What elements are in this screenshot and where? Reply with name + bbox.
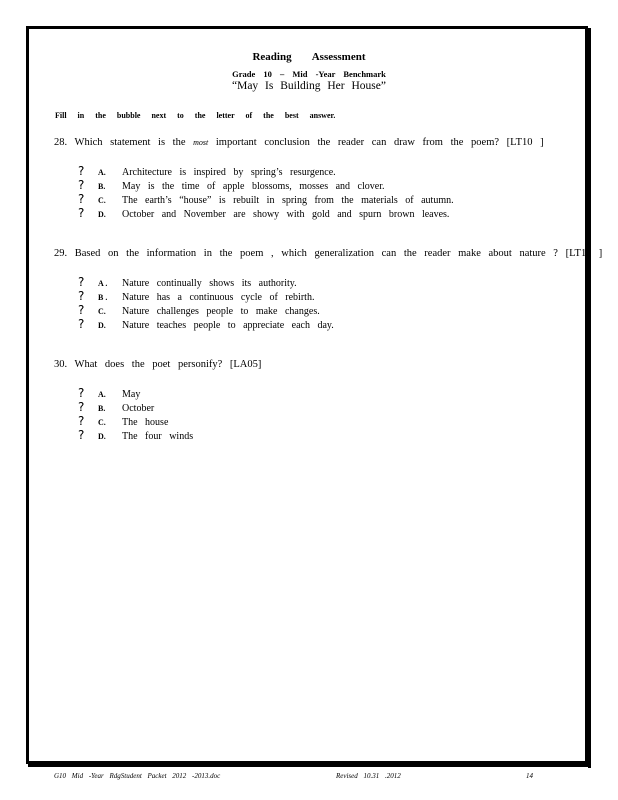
option-letter: A. — [98, 390, 106, 399]
answer-option[interactable] — [78, 317, 334, 331]
option-text: October — [122, 403, 155, 414]
option-letter: D. — [98, 210, 106, 219]
question-text: 29. Based on the information in the poem , which generalization can the reader make about nature ? [LT11 ] — [54, 248, 603, 259]
answer-bubble[interactable]: ? — [78, 400, 85, 414]
option-text: The house — [122, 417, 169, 428]
answer-bubble[interactable]: ? — [78, 386, 85, 400]
assessment-subtitle: Grade 10 – Mid -Year Benchmark — [232, 69, 386, 79]
option-letter: B. — [98, 182, 106, 191]
question-text-end: important conclusion the reader can draw from the poem? [LT10 ] — [208, 137, 544, 148]
question-30 — [54, 359, 261, 370]
answer-option[interactable] — [78, 164, 336, 178]
option-letter: A. — [98, 168, 106, 177]
footer-filename: G10 Mid -Year RdgStudent Packet 2012 -2013.doc — [54, 772, 221, 780]
option-text: October and November are showy with gold and spurn brown leaves. — [122, 209, 450, 220]
option-letter: C. — [98, 307, 106, 316]
instructions: Fill in the bubble next to the letter of the best answer. — [55, 111, 336, 120]
answer-option[interactable] — [78, 192, 454, 206]
answer-bubble[interactable]: ? — [78, 275, 85, 289]
page-number: 14 — [526, 772, 533, 780]
question-text: 28. Which statement is the — [54, 137, 194, 148]
story-title: “May Is Building Her House” — [232, 80, 386, 92]
question-29 — [54, 248, 602, 259]
option-letter: D. — [98, 321, 106, 330]
answer-option[interactable] — [78, 275, 297, 289]
emphasis-word: most — [193, 138, 209, 147]
option-letter: B . — [98, 293, 108, 302]
answer-option[interactable] — [78, 386, 140, 400]
option-letter: A . — [98, 279, 108, 288]
option-text: Nature has a continuous cycle of rebirth. — [122, 292, 315, 303]
option-text: The four winds — [122, 431, 194, 442]
option-text: May is the time of apple blossoms, mosses and clover. — [122, 181, 385, 192]
question-28 — [54, 137, 544, 148]
answer-option[interactable] — [78, 206, 449, 220]
option-text: Nature challenges people to make changes. — [122, 306, 320, 317]
answer-bubble[interactable]: ? — [78, 428, 85, 442]
answer-bubble[interactable]: ? — [78, 414, 85, 428]
border-shadow-bottom — [28, 764, 591, 767]
option-text: The earth’s “house” is rebuilt in spring from the materials of autumn. — [122, 195, 454, 206]
answer-option[interactable] — [78, 428, 193, 442]
answer-bubble[interactable]: ? — [78, 192, 85, 206]
answer-bubble[interactable]: ? — [78, 303, 85, 317]
answer-option[interactable] — [78, 289, 314, 303]
question-text: 30. What does the poet personify? [LA05] — [54, 359, 262, 370]
option-text: Nature teaches people to appreciate each day. — [122, 320, 334, 331]
answer-bubble[interactable]: ? — [78, 164, 85, 178]
answer-option[interactable] — [78, 400, 154, 414]
assessment-title: Reading Assessment — [252, 51, 366, 63]
option-letter: C. — [98, 196, 106, 205]
option-letter: C. — [98, 418, 106, 427]
answer-option[interactable] — [78, 414, 168, 428]
answer-bubble[interactable]: ? — [78, 289, 85, 303]
answer-bubble[interactable]: ? — [78, 206, 85, 220]
option-text: Nature continually shows its authority. — [122, 278, 297, 289]
option-letter: D. — [98, 432, 106, 441]
answer-option[interactable] — [78, 303, 320, 317]
option-letter: B. — [98, 404, 106, 413]
answer-bubble[interactable]: ? — [78, 178, 85, 192]
answer-bubble[interactable]: ? — [78, 317, 85, 331]
border-shadow-right — [588, 28, 591, 768]
answer-option[interactable] — [78, 178, 384, 192]
option-text: Architecture is inspired by spring’s resurgence. — [122, 167, 336, 178]
footer-revised: Revised 10.31 .2012 — [336, 772, 401, 780]
option-text: May — [122, 389, 141, 400]
